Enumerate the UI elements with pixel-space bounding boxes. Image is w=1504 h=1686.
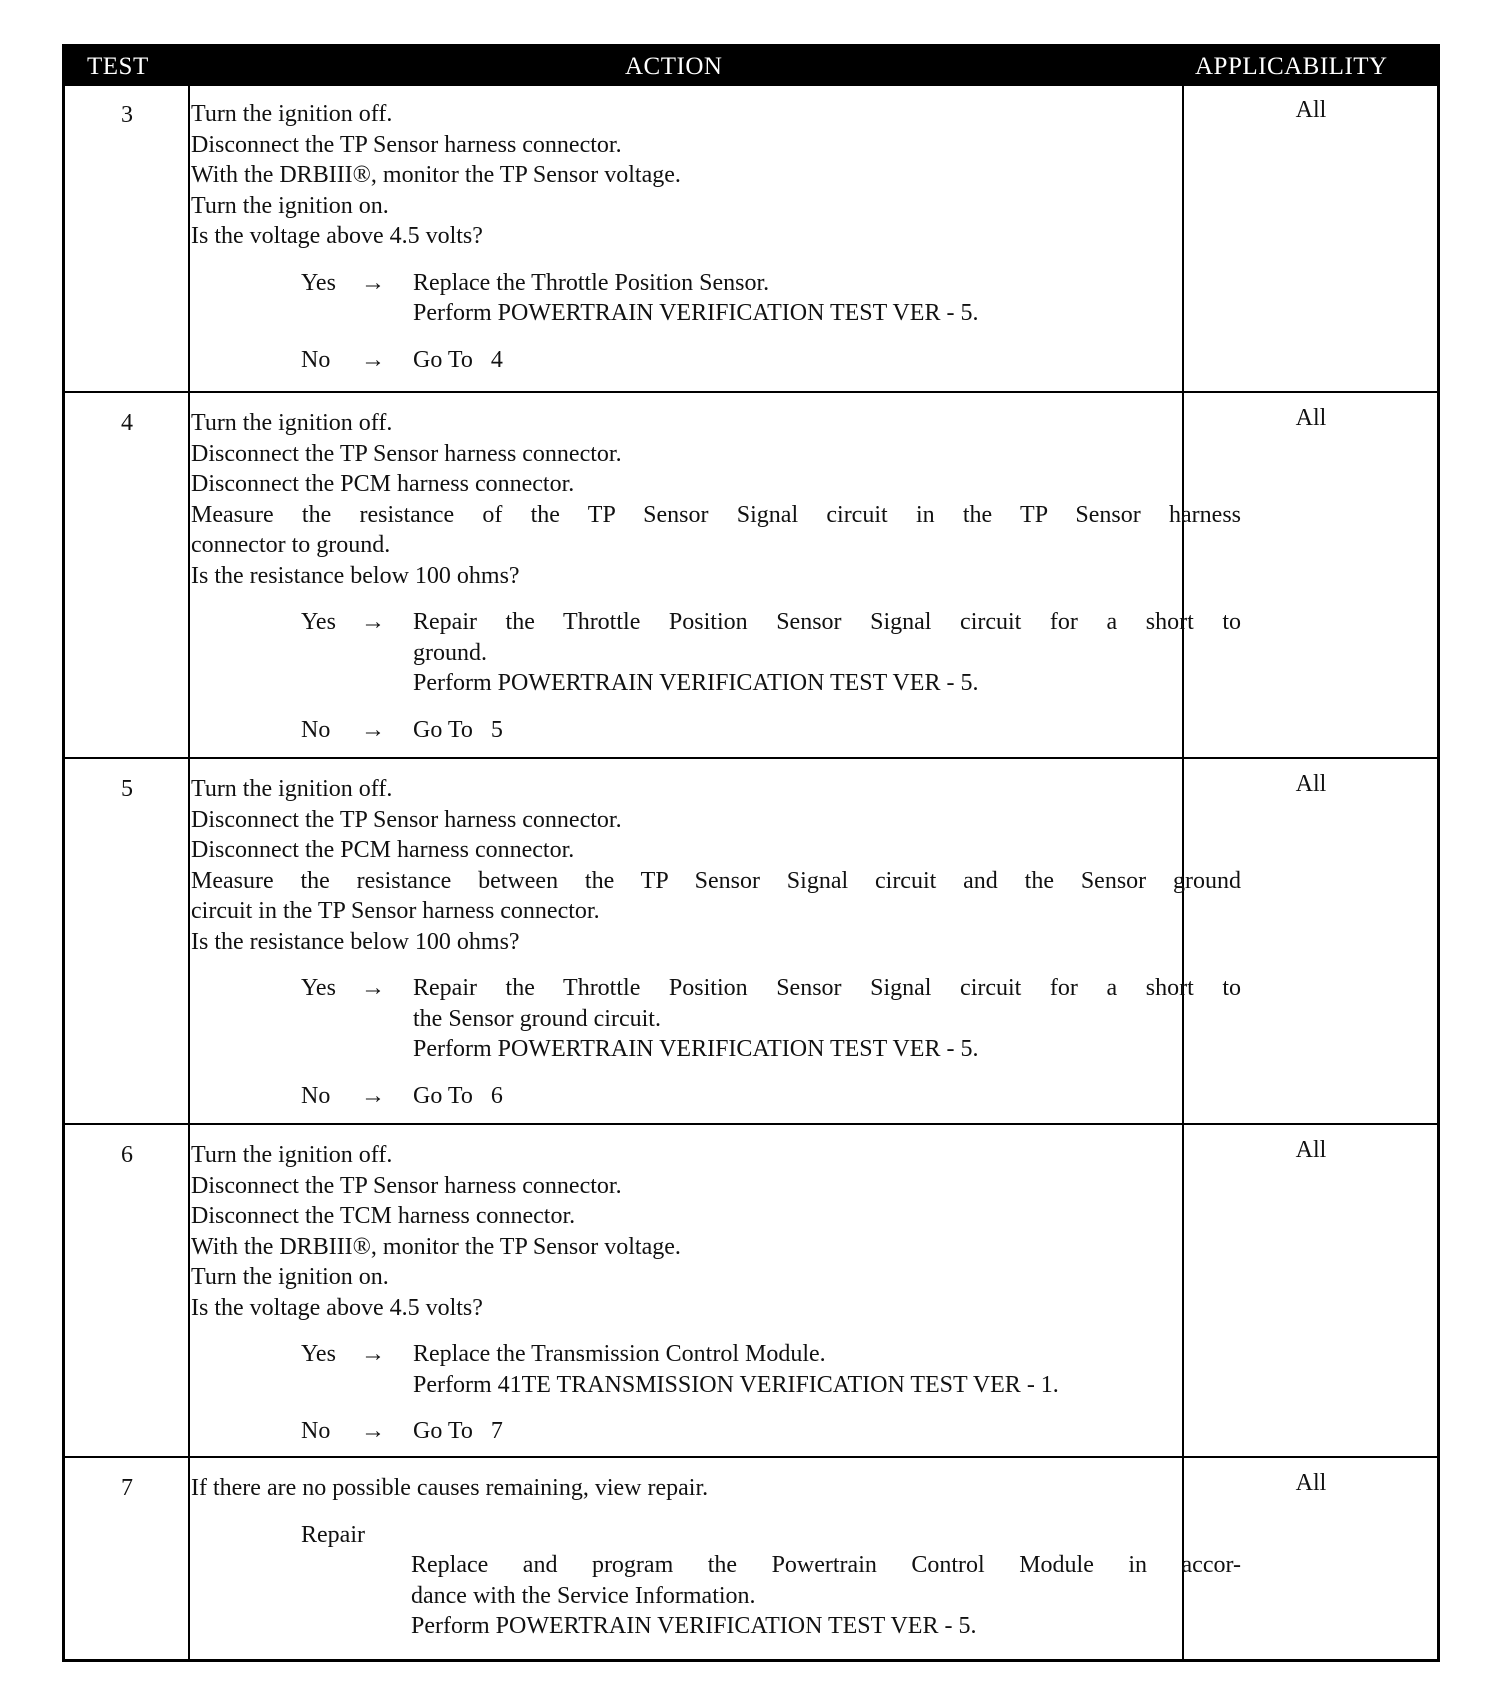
- no-label: No: [301, 716, 331, 743]
- yes-label: Yes: [301, 1341, 336, 1367]
- repair-line: dance with the Service Information.: [411, 1582, 756, 1609]
- arrow-icon: →: [361, 609, 385, 635]
- step-text: Is the voltage above 4.5 volts?: [191, 223, 483, 249]
- step-text: Turn the ignition on.: [191, 192, 389, 219]
- no-option: [191, 1081, 1241, 1112]
- no-label: No: [301, 1418, 331, 1444]
- step-text: Disconnect the TP Sensor harness connector.: [191, 440, 622, 467]
- step-text: Is the voltage above 4.5 volts?: [191, 1294, 483, 1321]
- yes-text: Perform 41TE TRANSMISSION VERIFICATION TEST VER - 1.: [413, 1371, 1059, 1398]
- no-label: No: [301, 346, 331, 373]
- step-text: If there are no possible causes remaining, view repair.: [191, 1475, 709, 1501]
- row-divider: [65, 1123, 1437, 1125]
- step-text: Disconnect the TP Sensor harness connector.: [191, 1172, 622, 1199]
- step-text: Turn the ignition off.: [191, 776, 393, 802]
- step-text: Disconnect the PCM harness connector.: [191, 837, 575, 863]
- no-text: Go To 7: [413, 1418, 503, 1444]
- repair-label: Repair: [301, 1521, 365, 1548]
- row-divider: [65, 1456, 1437, 1458]
- row-divider: [65, 757, 1437, 759]
- step-text: circuit in the TP Sensor harness connector.: [191, 898, 600, 924]
- step-text: Is the resistance below 100 ohms?: [191, 562, 520, 589]
- action-cell: [191, 1140, 1241, 1447]
- yes-option: [191, 1339, 1241, 1400]
- step-text: Turn the ignition off.: [191, 410, 393, 436]
- no-text: Go To 4: [413, 346, 503, 373]
- action-cell: [191, 99, 1241, 375]
- header-action: ACTION: [625, 53, 723, 80]
- repair-line: Perform POWERTRAIN VERIFICATION TEST VER - 5.: [411, 1613, 977, 1639]
- header-test: TEST: [87, 53, 149, 80]
- step-text: connector to ground.: [191, 532, 391, 558]
- step-text: Is the resistance below 100 ohms?: [191, 928, 520, 955]
- arrow-icon: →: [361, 1341, 385, 1367]
- applicability-value: All: [1295, 1137, 1327, 1163]
- test-number: 5: [121, 776, 133, 802]
- yes-text: Perform POWERTRAIN VERIFICATION TEST VER - 5.: [413, 1036, 979, 1062]
- step-text: Disconnect the TP Sensor harness connector.: [191, 806, 622, 833]
- yes-option: [191, 973, 1241, 1065]
- yes-text: Repair the Throttle Position Sensor Signal circuit for a short to: [413, 975, 1241, 1001]
- column-divider-test: [188, 86, 190, 1659]
- arrow-icon: →: [361, 1082, 385, 1109]
- no-text: Go To 5: [413, 716, 503, 743]
- yes-text: Replace the Transmission Control Module.: [413, 1341, 826, 1367]
- step-text: Measure the resistance between the TP Sensor Signal circuit and the Sensor ground: [191, 867, 1241, 894]
- yes-label: Yes: [301, 269, 336, 296]
- yes-text: the Sensor ground circuit.: [413, 1005, 661, 1032]
- row-divider: [65, 391, 1437, 393]
- action-cell: [191, 774, 1241, 1111]
- no-text: Go To 6: [413, 1082, 503, 1109]
- arrow-icon: →: [361, 269, 385, 296]
- step-text: With the DRBIII®, monitor the TP Sensor voltage.: [191, 1233, 681, 1260]
- step-text: Disconnect the PCM harness connector.: [191, 471, 575, 497]
- test-number: 4: [121, 410, 133, 436]
- step-text: Turn the ignition off.: [191, 1142, 393, 1168]
- no-label: No: [301, 1082, 331, 1109]
- diagnostic-test-table: [62, 44, 1440, 1662]
- action-cell: [191, 408, 1241, 745]
- applicability-value: All: [1295, 97, 1327, 123]
- no-option: [191, 1416, 1241, 1447]
- applicability-value: All: [1295, 1470, 1327, 1496]
- table-header: [65, 47, 1437, 86]
- repair-text: [411, 1550, 1241, 1642]
- applicability-value: All: [1295, 771, 1327, 797]
- test-number: 6: [121, 1142, 133, 1168]
- action-cell: [191, 1473, 1241, 1642]
- step-text: Turn the ignition on.: [191, 1264, 389, 1290]
- step-text: Disconnect the TP Sensor harness connector.: [191, 131, 622, 158]
- yes-option: [191, 607, 1241, 699]
- step-text: Disconnect the TCM harness connector.: [191, 1203, 576, 1229]
- yes-option: [191, 268, 1241, 329]
- yes-text: Replace the Throttle Position Sensor.: [413, 269, 770, 296]
- yes-text: Perform POWERTRAIN VERIFICATION TEST VER - 5.: [413, 300, 979, 326]
- step-text: With the DRBIII®, monitor the TP Sensor voltage.: [191, 162, 681, 188]
- no-option: [191, 345, 1241, 376]
- arrow-icon: →: [361, 1418, 385, 1444]
- yes-text: Perform POWERTRAIN VERIFICATION TEST VER - 5.: [413, 670, 979, 696]
- test-number: 7: [121, 1475, 133, 1501]
- yes-text: Repair the Throttle Position Sensor Signal circuit for a short to: [413, 609, 1241, 635]
- yes-label: Yes: [301, 609, 336, 635]
- repair-line: Replace and program the Powertrain Control Module in accor-: [411, 1552, 1241, 1578]
- step-text: Measure the resistance of the TP Sensor Signal circuit in the TP Sensor harness: [191, 501, 1241, 528]
- yes-text: ground.: [413, 639, 487, 666]
- step-text: Turn the ignition off.: [191, 101, 393, 127]
- test-number: 3: [121, 102, 133, 128]
- arrow-icon: →: [361, 975, 385, 1001]
- no-option: [191, 715, 1241, 746]
- applicability-value: All: [1295, 405, 1327, 431]
- arrow-icon: →: [361, 716, 385, 743]
- arrow-icon: →: [361, 346, 385, 373]
- header-applicability: APPLICABILITY: [1195, 53, 1388, 80]
- yes-label: Yes: [301, 975, 336, 1001]
